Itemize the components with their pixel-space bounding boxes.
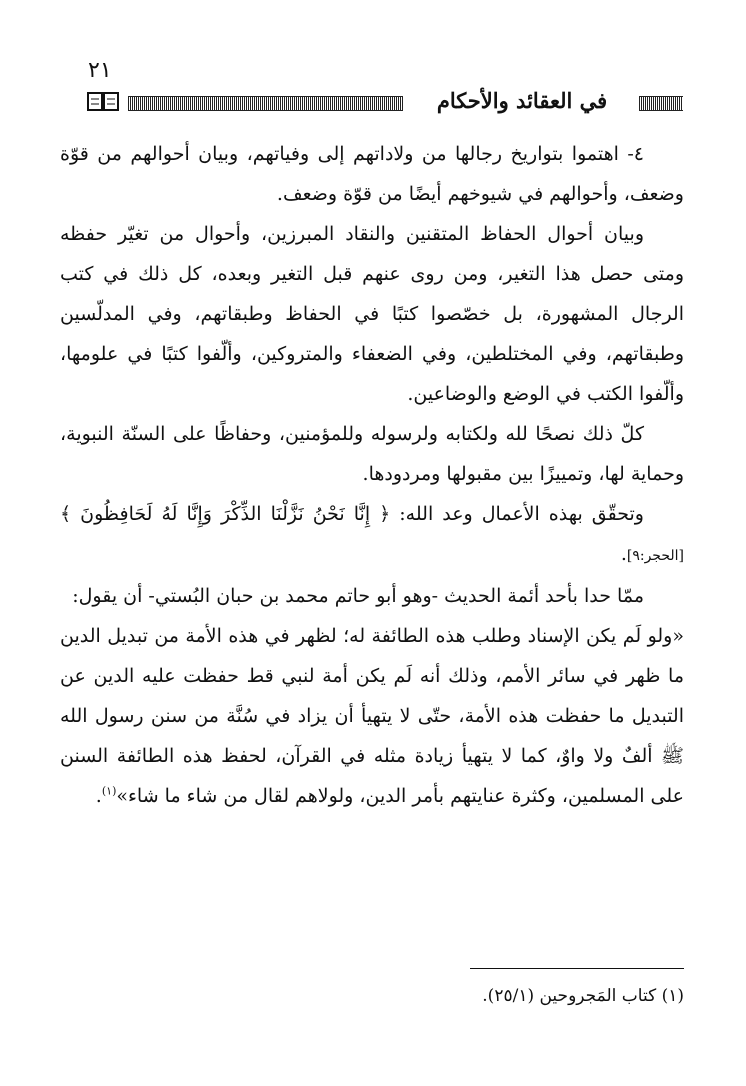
paragraph: كلّ ذلك نصحًا لله ولكتابه ولرسوله وللمؤمنين، وحفاظًا على السنّة النبوية، وحماية لها، وتمييزًا بين مقبولها ومردودها. (60, 423, 684, 485)
verse-lead: وتحقّق بهذه الأعمال وعد الله: (399, 503, 644, 525)
footnote-marker[interactable]: (١) (101, 784, 117, 798)
quote-end: . (95, 785, 102, 807)
verse-paragraph (60, 494, 684, 576)
paragraph: ٤- اهتموا بتواريخ رجالها من ولاداتهم إلى وفياتهم، وبيان أحوالهم من قوّة وضعف، وأحوالهم في شيوخهم أيضًا من قوّة وضعف. (60, 143, 684, 205)
running-header (86, 88, 684, 118)
quote-paragraph (60, 616, 684, 816)
header-ornament-right (639, 96, 683, 111)
paragraph: وبيان أحوال الحفاظ المتقنين والنقاد المبرزين، وأحوال من تغيّر حفظه ومتى حصل هذا التغير، ومن روى عنهم قبل التغير وبعده، كل ذلك في كتب الرجال المشهورة، بل خصّصوا كتبًا في الحفاظ وطبقاتهم، وفي المدلّسين وطبقاتهم، وفي المختلطين، وفي الضعفاء والمتروكين، وألّفوا كتبًا في علومها، وألّفوا الكتب في الوضع والوضاعين. (60, 223, 684, 405)
footnote-divider (470, 968, 684, 969)
intro-line: ممّا حدا بأحد أئمة الحديث -وهو أبو حاتم محمد بن حبان البُستي- أن يقول: (72, 585, 644, 607)
verse-reference: [الحجر:٩] (626, 548, 684, 564)
chapter-title: في العقائد والأحكام (436, 88, 608, 113)
quote-text: «ولو لَم يكن الإسناد وطلب هذه الطائفة له؛ لظهر في هذه الأمة من تبديل الدين ما ظهر في سائر الأمم، وذلك أنه لَم يكن أمة لنبي قط حفظت عليه الدين عن التبديل ما حفظت هذه الأمة، حتّى لا يتهيأ أن يزاد في سُنَّة من سنن رسول الله ﷺ ألفٌ ولا واوٌ، كما لا يتهيأ زيادة مثله في القرآن، لحفظ هذه الطائفة السنن على المسلمين، وكثرة عنايتهم بأمر الدين، ولولاهم لقال من شاء ما شاء» (60, 625, 684, 807)
verse-end: . (620, 543, 627, 565)
body-text (60, 134, 684, 816)
header-ornament-left (128, 96, 403, 111)
open-book-icon (86, 90, 120, 112)
quran-verse: ﴿ إِنَّا نَحْنُ نَزَّلْنَا الذِّكْرَ وَإِنَّا لَهُ لَحَافِظُونَ ﴾ (60, 503, 391, 525)
footnote: (١) كتاب المَجروحين (٢٥/١). (482, 986, 684, 1006)
page-number: ٢١ (88, 58, 112, 83)
